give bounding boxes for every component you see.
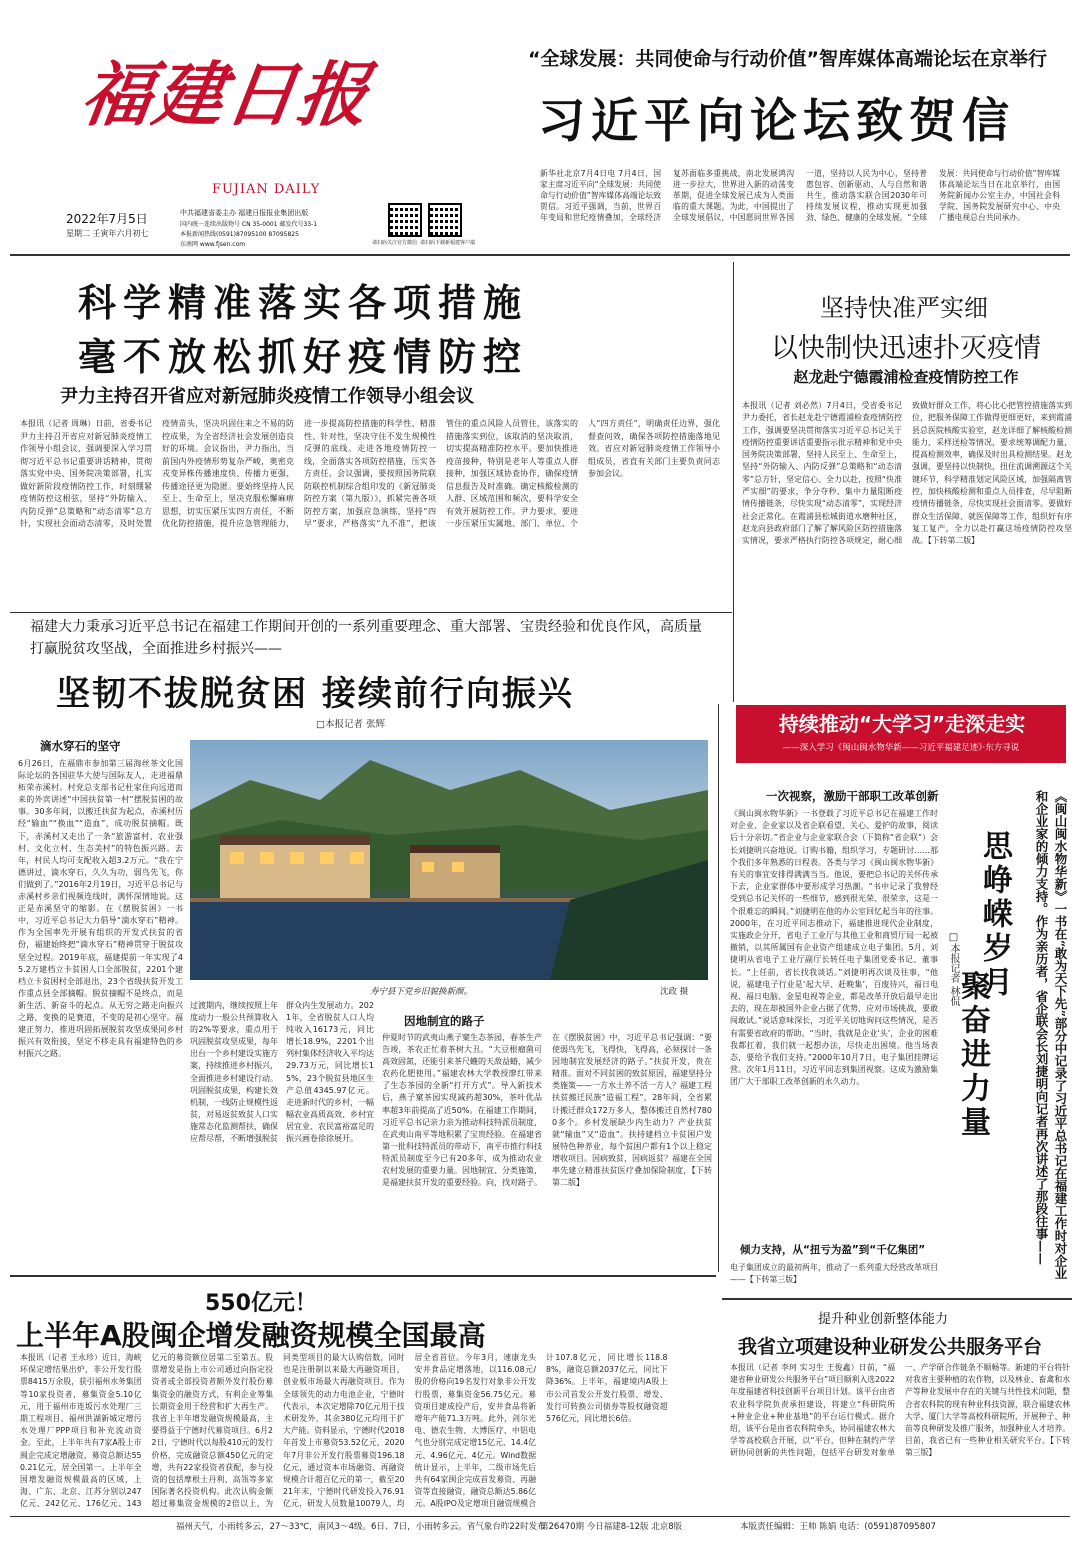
story3-headline1: 坚持快准严实细 bbox=[820, 294, 988, 322]
feature-text1: 6月26日，在福鼎市参加第三届海丝茶文化国际论坛的各国驻华大使与国际友人，走进福鼎柘荣赤溪村。村党总支部书记杜家住向远道而来的外宾讲述“中国扶贫第一村”摆脱贫困的故事。30多年间，以搬迁扶贫为起点，赤溪村历经“输血”“换血”“造血”，成功脱贫摘帽。既下，赤溪村又走出了一条“旅游富村、农业强村、文化立村、生态美村”的特色振兴路。去年，村民人均可支配收入超3.2万元。“我在宁德讲过，滴水穿石，久久为功，弱鸟先飞，你们做到了。”2016年2月19日，习近平总书记与赤溪村乡亲们视频连线时，满怀深情地说。这正是赤溪坚守的缩影。在《摆脱贫困》一书中，习近平总书记大力倡导“滴水穿石”精神。作为全国率先开展有组织的开发式扶贫的省份，福建始终把“滴水穿石”精神贯穿于脱贫攻坚全过程。2019年底，福建提前一年实现了45.2万建档立卡贫困人口全部脱贫，2201个建档立卡贫困村全部退出，23个省级扶贫开发工作重点县全部摘帽。脱贫摘帽不是终点，而是新生活、新奋斗的起点。从无穷之路走向振兴之路，变换的是赛道，不变的是初心坚守。福建正努力，推进巩固拓展脱贫攻坚成果同乡村振兴有效衔接，坚定不移走具有福建特色的乡村振兴之路。 bbox=[18, 759, 183, 1059]
top-story-text: 新华社北京7月4日电 7月4日，国家主席习近平向“全球发展：共同使命与行动价值”智库媒体高端论坛致贺信。习近平强调，当前，世界百年变局和世纪疫情叠加，全球经济复苏面临多重挑战，南北发展鸿沟进一步拉大，世界进入新的动荡变革期，促进全球发展已成为人类面临的重大课题。为此，中国提出了全球发展倡议，中国愿同世界各国一道，坚持以人民为中心，坚持普惠包容、创新驱动、人与自然和谐共生，推动落实联合国2030年可持续发展议程，推动实现更加强劲、绿色、健康的全球发展。“全球发展：共同使命与行动价值”智库媒体高端论坛当日在北京举行，由国务院新闻办公室主办，中国社会科学院、国务院发展研究中心、中央广播电视总台共同承办。 bbox=[540, 169, 1060, 222]
masthead-weekday: 星期二 壬寅年六月初七 bbox=[66, 229, 149, 238]
story3-sub: 赵龙赴宁德霞浦检查疫情防控工作 bbox=[793, 368, 1019, 386]
feature-byline: □本报记者 张辉 bbox=[316, 719, 385, 730]
photo-credit: 沈政 摄 bbox=[660, 987, 689, 997]
masthead-cn: 国内统一连续出版物号 CN 35-0001 邮发代号33-1 bbox=[180, 221, 318, 228]
village-photo-illustration bbox=[190, 740, 708, 980]
masthead-title: 福建日报 bbox=[76, 53, 376, 136]
feature-sec2: 因地制宜的路子 bbox=[404, 1014, 485, 1028]
finance-text-cont bbox=[546, 1286, 716, 1512]
feature-headline: 坚韧不拔脱贫困 接续前行向振兴 bbox=[56, 674, 574, 714]
story2-headline1: 科学精准落实各项措施 bbox=[78, 281, 529, 325]
masthead-web: 东南网 www.fjsen.com bbox=[180, 241, 246, 248]
story2-text: 本报讯（记者 周琳）日前，省委书记尹力主持召开省应对新冠肺炎疫情工作领导小组会议，强调要深入学习贯彻习近平总书记重要讲话精神，贯彻落实党中央、国务院决策部署，扎实做好新阶段疫情防控工作，时刻绷紧疫情防控这根弦，坚持“外防输入、内防反弹”总策略和“动态清零”总方针，实现社会面动态清零，及时处置疫情苗头，坚决巩固住来之不易的防控成果，为全省经济社会发展创造良好的环境。会议指出，尹力指出，当前国内外疫情形势复杂严峻，奥密克戎变异株传播速度快、传播力更强、传播途径更为隐匿。要始终坚持人民至上、生命至上，坚决克服松懈麻痹思想，切实压紧压实四方责任，不断优化防控措施，提升应急管理能力，进一步提高防控措施的科学性、精准性、针对性，坚决守住不发生规模性反弹的底线。走进各地疫情防控一线，全面落实各项防控措施，压实各方责任。会议强调，要按照国务院联防联控机制综合组印发的《新冠肺炎防控方案（第九版）》，抓紧完善各项防控方案，加强应急演练，坚持“四早”要求，严格落实“九不准”，把该管住的重点风险人员管住，该落实的措施落实到位，该取消的坚决取消，切实提高精准防控水平。要加快推进疫苗接种，特别是老年人等重点人群接种，加强区域协查协作，确保疫情信息报告及时准确。确定核酸检测的人群、区域范围和频次，要科学安全有效开展防控工作。尹力要求，要进一步压紧压实属地、部门、单位、个人“四方责任”，明确责任边界，强化督查问效，确保各项防控措施落地见效。省应对新冠肺炎疫情工作领导小组成员，省直有关部门主要负责同志参加会议。 bbox=[20, 419, 720, 528]
finance-kicker: 550亿元！ bbox=[205, 1291, 317, 1316]
story2-sub: 尹力主持召开省应对新冠肺炎疫情工作领导小组会议 bbox=[60, 386, 474, 407]
masthead-phone: 本报新闻热线(0591)87095100 87095825 bbox=[180, 231, 299, 238]
feature-photo bbox=[190, 740, 708, 980]
app-qr-label: 请扫码下载新福建客户端 bbox=[420, 240, 476, 246]
column-text2: 电子集团成立的最初两年，推动了一系列重大经营改革项目——【下转第三版】 bbox=[730, 1263, 938, 1285]
top-story-kicker: “全球发展：共同使命与行动价值”智库媒体高端论坛在京举行 bbox=[528, 48, 1047, 70]
column-title2: 聚奋进力量 bbox=[955, 970, 990, 1140]
study-banner-sub: ——深入学习《闽山闽水物华新——习近平福建足迹》·东方寻说 bbox=[782, 743, 1020, 753]
photo-caption: 寿宁县下党乡旧貌换新颜。 bbox=[370, 987, 473, 997]
story2-headline2: 毫不放松抓好疫情防控 bbox=[78, 335, 529, 379]
story3-headline2: 以快制快迅速扑灭疫情 bbox=[771, 333, 1041, 364]
column-text1: 《闽山闽水物华新》一书登载了习近平总书记在福建工作时对企业、企业家以及省企联看望、关心、爱护的故事，阅读后十分亲切。”省企业与企业家联合会（下简称“省企联”）会长刘捷明兴奋地说。订购书籍，组织学习，专题研讨……那个我们多年熟悉的日程表。各类与学习《闽山闽水物华新》有关的事宜安排得满满当当。他说，要把总书记的关怀传承下去，企业家群体中要形成学习热潮。“书中记录了我曾经受到总书记关怀的一些细节，感到很光荣、很荣幸，这是一个很难忘的瞬间。”刘捷明在他的办公室回忆起当年的往事。2000年，在习近平同志推动下，福建推进现代企业制度，实施政企分开，省电子工业厅与其他工业和商贸厅局一起被撤销，以其所属国有企业资产组建成立电子集团。5月，刘捷明从省电子工业厅副厅长转任电子集团党委书记、董事长。“上任前，省长找我谈话。”刘捷明再次谈及往事，“他说，福建电子行业是‘起大早、赶晚集’，百废待兴，福日电视、福日电脑、金星电视等企业，都是改革开放后最早走出去的，现在却被国外企业占据了优势，应对市场挑战，要敢闯敢试。”说话意味深长，习近平关切地询问这些情况，是否有需要省政府的帮助。“当时，我就是企业‘头’，企业的困难我都扛着，我们就一起想办法，尽快走出困境。他当场表态，要给予我们支持。”2000年10月7日，电子集团挂牌运营。次年1月11日，习近平同志到集团视察。这成为激励集团广大干部职工改革创新的永久动力。 bbox=[730, 809, 938, 1087]
column-sec2: 倾力支持，从“扭亏为盈”到“千亿集团” bbox=[740, 1244, 926, 1256]
feature-text2: 过渡期内，继续按照上年度动力一般公共预算收入的2%等要求，重点用于巩固脱贫攻坚成果，每年出台一个乡村建设实施方案，持续推进乡村振兴，全面推进乡村建设行动。巩固脱贫成果，构建长效机制，一线防止规模性返贫，对易返贫致贫人口实施常态化监测帮扶，确保应帮尽帮，不断增强脱贫群众内生发展动力。2021年，全省脱贫人口人均纯收入16173元，同比增长18.9%，2201个出列村集体经济收入平均达29.73万元，同比增长15%，23个脱贫县地区生产总值4345.97亿元。走进新时代的乡村，一幅幅农业高质高效、乡村宜居宜业、农民富裕富足的振兴画卷徐徐展开。 bbox=[190, 1001, 374, 1144]
column-byline: □本报记者 林侃 bbox=[948, 932, 959, 1007]
story3-text: 本报讯（记者 刘必然）7月4日，受省委书记尹力委托，省长赵龙赴宁德霞浦检查疫情防控工作，强调要坚决贯彻落实习近平总书记关于疫情防控重要讲话重要指示批示精神和党中央国务院决策部署，坚持人民至上、生命至上，坚持“外防输入、内防反弹”总策略和“动态清零”总方针，坚定信心、全力以赴，按照“快准严实细”的要求，争分夺秒、集中力量阻断疫情传播链条，尽快实现“动态清零”，实现经济社会正常化。在霞浦县松城街道水磨种社区，赵龙向县政府部门了解了解风险区防控措施落实情况，要求严格执行防控各项规定，耐心细致做好群众工作，将心比心把管控措施落实到位，把服务保障工作做得更细更好，来到霞浦县总医院核酸实验室，赵龙详细了解核酸检测能力、采样送检等情况，要求统筹调配力量，提高检测效率，确保及时出具检测结果。赵龙强调，要坚持以快制快，扭住流调溯源这个关键环节，科学精准划定风险区域，加强隔离管控，加快核酸检测和重点人员排查，尽早阻断疫情传播链条，尽快实现社会面清零。要做好群众生活保障、就医保障等工作，组织好有序复工复产，全力以赴打赢这场疫情防控攻坚战。【下转第二版】 bbox=[742, 401, 1072, 546]
masthead-publisher: 中共福建省委主办 福建日报报业集团出版 bbox=[180, 209, 309, 217]
column-deck: 《闽山闽水物华新》一书在“敢为天下先”部分中记录了习近平总书记在福建工作时对企业和企业家的倾力支持。作为亲历者，省企联会长刘捷明向记者再次讲述了那段往事—— bbox=[1034, 790, 1068, 1280]
seed-headline: 我省立项建设种业研发公共服务平台 bbox=[738, 1336, 1043, 1358]
wechat-qr-icon[interactable] bbox=[388, 203, 422, 237]
footer-weather: 福州天气，小雨转多云，27～33℃，南风3～4级。6日、7日，小雨转多云。省气象台昨22时发布 bbox=[176, 1522, 546, 1532]
column-sec1: 一次视察，激励干部职工改革创新 bbox=[766, 789, 939, 803]
finance-text: 本报讯（记者 王永珍）近日，海峡环保定增结果出炉，非公开发行股票8415万余股，获引福州水务集团等10家投资者，募集资金5.10亿元，用于福州市连坂污水处理厂三期工程项目、福州洪湖新城定增污水处理厂PPP项目和补充流动资金。至此，上半年共有7家A股上市闽企完成定增融资，募资总额达550.21亿元，居全国第一。上半年全国增发融资规模最高的区域，上海、广东、北京、江苏分别以247亿元、242亿元、176亿元、143亿元的募资额位居第二至第五。股票增发是指上市公司通过向指定投资者或全部投资者额外发行股份募集资金的融资方式，有利企业筹集长期资金用于经营和扩大再生产。我省上半年增发融资规模最高，主要得益于宁德时代募资项目。6月22日，宁德时代以每股410元的发行价格，完成融资总额450亿元的定增，共有22家投资者获配，参与投资的包括摩根士丹利、高瓴等多家国际著名投资机构。此次认购金额超过募集资金规模的2倍以上，为同类型项目的最大认购倍数，同时也是注册制以来最大再融资项目，创业板市场最大再融资项目。作为全球领先的动力电池企业，宁德时代表示，本次定增除70亿元用于技术研发外，其余380亿元均用于扩大产能。资料显示，宁德时代2018年首发上市募资53.52亿元，2020年7月非公开发行股票募资196.18亿元，通过资本市场融资、再融资规模合计超百亿元的第一，截至2021年末，宁德时代研发投入76.91亿元，研发人员数量10079人，均居全省首位。今年3月，速康龙头安井食品定增落地，以116.08元/股的价格向19名发行对象非公开发行股票，募集资金56.75亿元。募资项目建成投产后，安井食品将新增年产能71.3万吨。此外，剑尔光电、德农生物、大博医疗、中铝电气也分别完成定增15亿元、14.4亿元、4.96亿元、4亿元。Wind数据统计显示，上半年，二级市场先后共有64家闽企完成首发募资、再融资等直接融资，融资总额达5.86亿元。A股IPO及定增项目融资规模合计107.8亿元，同比增长118.88%，融资总额2037亿元，同比下降36%。上半年，福建境内A股上市公司首发公开发行股票、增发、发行可转换公司债券等股权融资超576亿元，同比增长6倍。 bbox=[20, 1353, 668, 1509]
seed-kicker: 提升种业创新整体能力 bbox=[818, 1312, 949, 1327]
footer-issue: 第26470期 今日福建8-12版 北京8版 bbox=[540, 1522, 683, 1532]
feature-sec1: 滴水穿石的坚守 bbox=[40, 739, 121, 753]
feature-text3: 仲夏时节的武夷山燕子窠生态茶园，春茶生产告竣，茶农正忙着茶树大丑。“大豆根瘤菌可高效固氮，还能引来茶尺蠖的天敌益蝽，减少农药化肥使用。”福建农林大学教授廖红带来了生态茶园的全新“打开方式”。导入新技术后，燕子窠茶园实现减药超30%，茶叶优品率超3年前提高了近50%。在福建工作期间，习近平总书记亲力亲为推动科技特派员制度，在武夷山南平等地积累了宝贵经验。在福建省第一批科技特派员的带动下，南平市推行科技特派员制度至今已有20多年，成为推动农业农村发展的重要力量。因地制宜、分类施策，是福建扶贫开发的重要经验。向，找对路子。在《摆脱贫困》中，习近平总书记强调：“要使弱鸟先飞，飞得快，飞得高，必须探讨一条因地制宜发展经济的路子。”扶贫开发，贵在精准。面对不同贫困的致贫原因，福建坚持分类施策——一方水土养不活一方人？福建工程扶贫搬迁民族“造福工程”，28年间，全省累计搬迁群众172万多人，整体搬迁自然村7800多个。乡村发展缺少内生动力？产业扶贫就“输血”又“造血”。扶持建档立卡贫困户发展特色种养业，每个贫困户都有1个以上稳定增收项目。因病致贫，因病返贫？福建在全国率先建立精准扶贫医疗叠加保险制度，【下转第二版】 bbox=[382, 1033, 712, 1188]
app-qr-icon[interactable] bbox=[428, 203, 462, 237]
masthead-date: 2022年7月5日 bbox=[66, 212, 148, 226]
wechat-qr-label: 请扫码关注官方微信 bbox=[372, 240, 418, 246]
seed-text: 本报讯（记者 李珂 实习生 王俊鑫）日前，“福建省种业研发公共服务平台”项目顺利入选2022年度福建省科技创新平台项目计划。该平台由省农业科学院负责承担建设，将建立“科研院所+种业企业+种业基地”的平台运行模式。据介绍，该平台是由省农科院牵头，协同福建农林大学等高校联合开展，以“平台，但种在制约产学研协同创新的共性问题，包括平台研发对象单一、产学研合作链条不顺畅等。新建的平台将针对我省主要种植的农作物，以及林业、畜禽和水产等种业发展中存在的关键与共性技术问题，整合省农科院的现有种业科技资源，联合福建农林大学、厦门大学等高校科研院所，开展种子、种苗等良种研发及推广服务，加强种业人才培养。目前，我省已有一些种业相关研究平台。【下转第三版】 bbox=[730, 1363, 1070, 1458]
column-title1: 思峥嵘岁月 bbox=[977, 830, 1012, 1000]
footer-editor: 本版责任编辑：王帅 陈娟 电话：(0591)87095807 bbox=[740, 1522, 936, 1532]
feature-kicker: 福建大力秉承习近平总书记在福建工作期间开创的一系列重要理念、重大部署、宝贵经验和优良作风，高质量打赢脱贫攻坚战，全面推进乡村振兴—— bbox=[30, 619, 702, 657]
top-story-headline: 习近平向论坛致贺信 bbox=[538, 94, 1015, 149]
masthead-title-en: FUJIAN DAILY bbox=[212, 182, 321, 197]
finance-headline: 上半年A股闽企增发融资规模全国最高 bbox=[16, 1319, 486, 1352]
study-banner-headline: 持续推动“大学习”走深走实 bbox=[778, 712, 1026, 736]
